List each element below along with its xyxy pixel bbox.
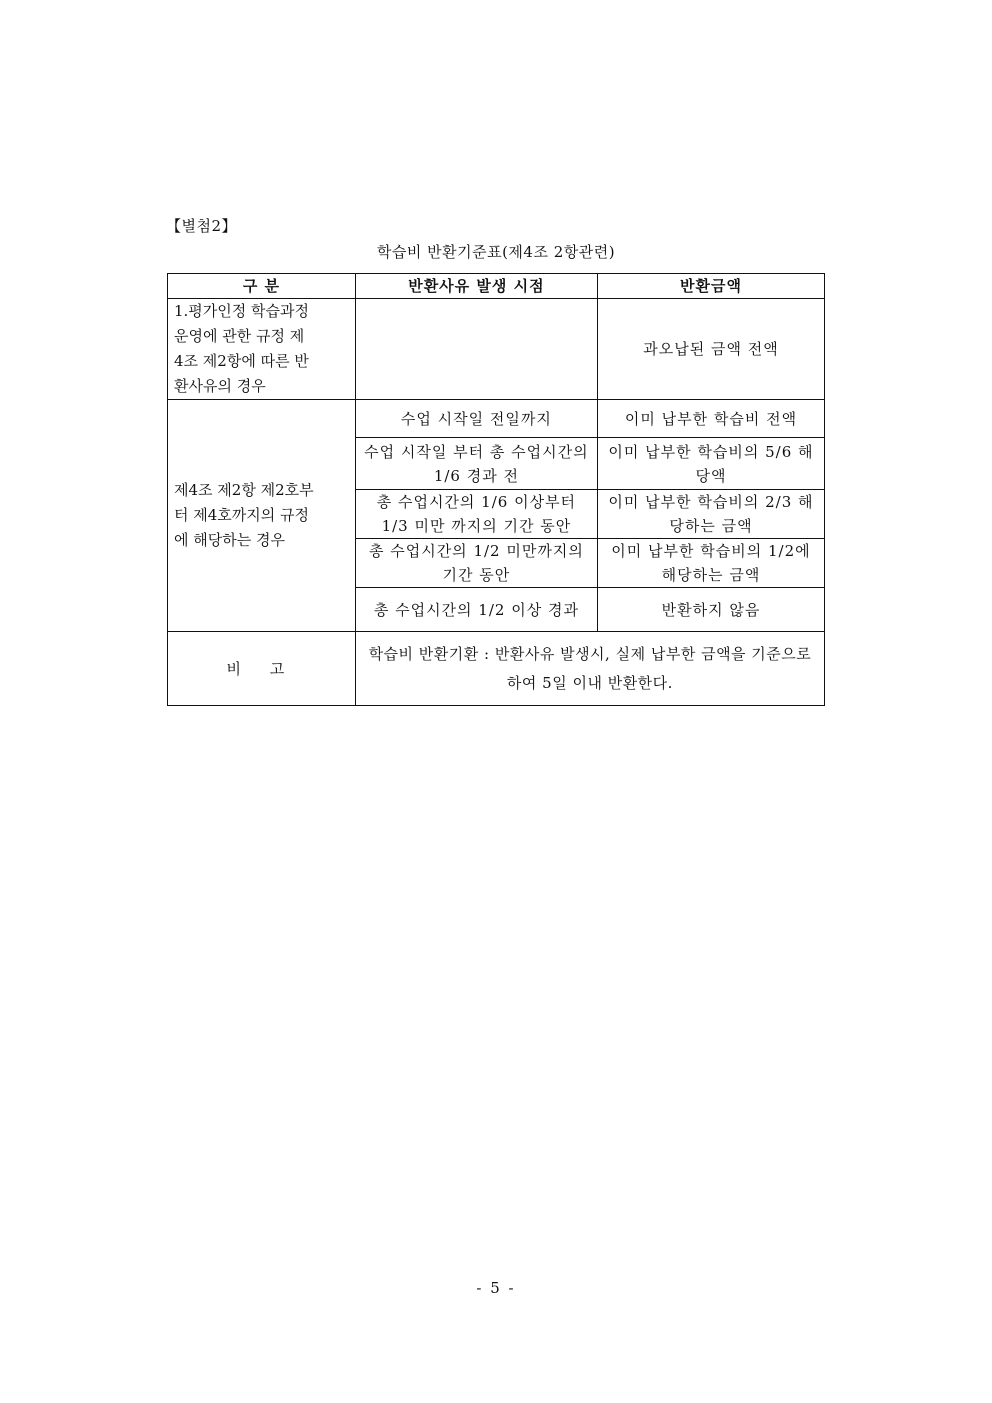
category-line: 1.평가인정 학습과정 [174,302,310,320]
page-number: - 5 - [476,1279,516,1297]
category-line: 환사유의 경우 [174,377,266,395]
remarks-text: 학습비 반환기환 : 반환사유 발생시, 실제 납부한 금액을 기준으로 하여 5일 이내 반환한다. [355,632,824,706]
time-cell: 수업 시작일 부터 총 수업시간의 1/6 경과 전 [355,438,597,490]
amount-cell: 과오납된 금액 전액 [597,299,824,400]
category-cell-clause [168,400,356,632]
table-title: 학습비 반환기준표(제4조 2항관련) [376,243,616,261]
remarks-row [168,632,825,706]
remarks-label: 비 고 [168,632,356,706]
amount-cell: 이미 납부한 학습비의 1/2에 해당하는 금액 [597,539,824,588]
category-cell-overpayment [168,299,356,400]
amount-cell: 이미 납부한 학습비 전액 [597,400,824,438]
time-cell: 총 수업시간의 1/6 이상부터 1/3 미만 까지의 기간 동안 [355,490,597,539]
category-line: 에 해당하는 경우 [174,531,285,549]
category-line: 4조 제2항에 따른 반 [174,352,309,370]
table-row [168,299,825,400]
amount-cell: 이미 납부한 학습비의 2/3 해당하는 금액 [597,490,824,539]
table-row [168,400,825,438]
time-cell-empty [355,299,597,400]
header-refund-amount: 반환금액 [597,274,824,299]
header-refund-time: 반환사유 발생 시점 [355,274,597,299]
refund-criteria-table [167,273,825,706]
time-cell: 총 수업시간의 1/2 미만까지의 기간 동안 [355,539,597,588]
amount-cell: 이미 납부한 학습비의 5/6 해당액 [597,438,824,490]
time-cell: 총 수업시간의 1/2 이상 경과 [355,588,597,632]
time-cell: 수업 시작일 전일까지 [355,400,597,438]
amount-cell: 반환하지 않음 [597,588,824,632]
attachment-label: 【별첨2】 [166,217,238,235]
category-line: 운영에 관한 규정 제 [174,327,305,345]
table-header-row [168,274,825,299]
category-line: 터 제4호까지의 규정 [174,506,310,524]
header-category: 구 분 [168,274,356,299]
category-line: 제4조 제2항 제2호부 [174,481,314,499]
